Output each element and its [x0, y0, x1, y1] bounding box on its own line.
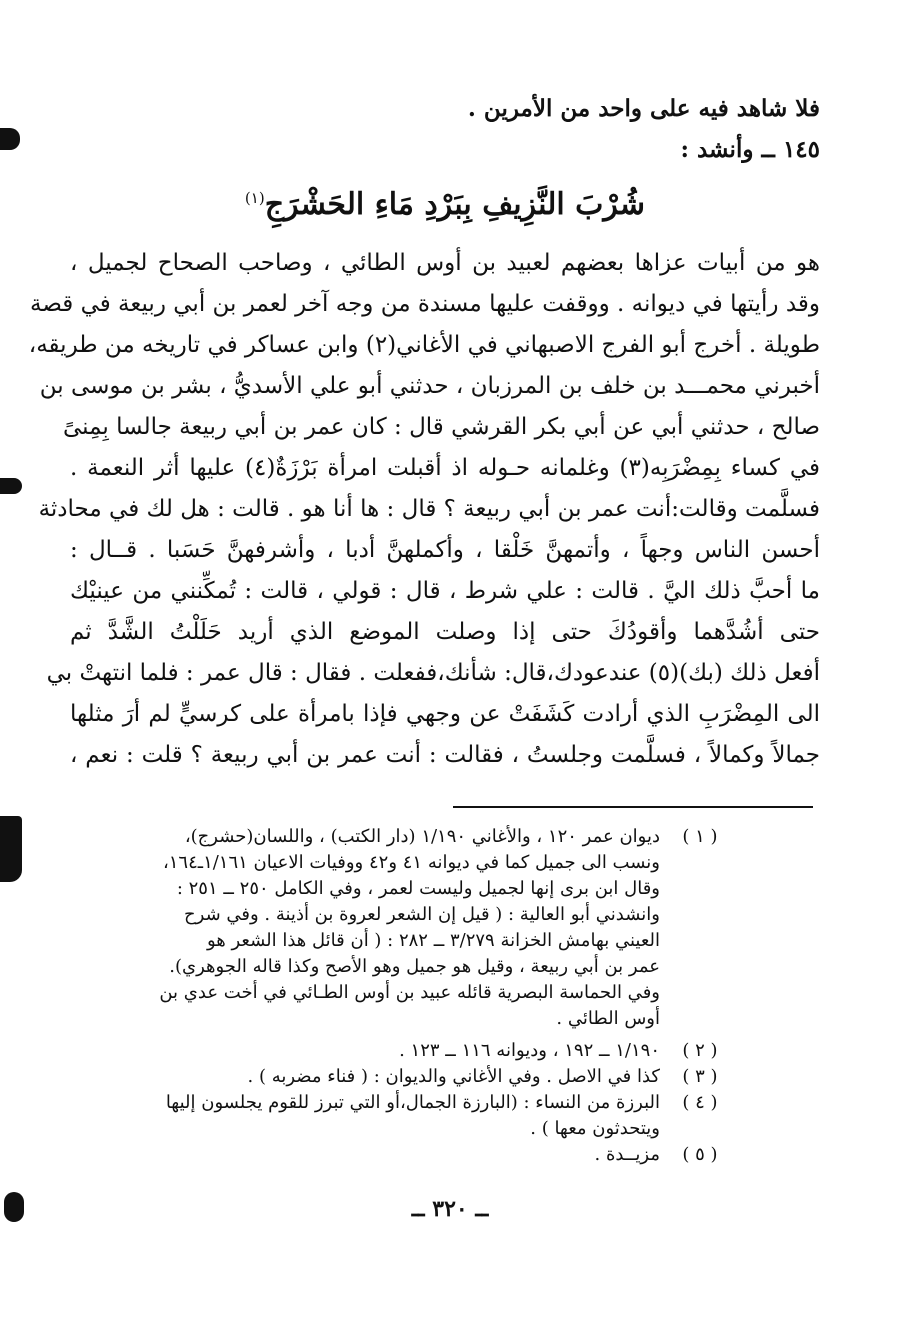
footnote-text	[70, 824, 660, 1032]
footnote-text	[70, 1038, 660, 1064]
footnote-3	[70, 1064, 740, 1090]
footnote-number: ( ١ )	[682, 826, 718, 847]
footnote-text	[70, 1064, 660, 1090]
body-paragraph	[28, 243, 820, 776]
footnote-line: أوس الطائي .	[556, 1008, 660, 1029]
body-line: أخبرني محمـــد بن خلف بن المرزبان ، حدثني أبو علي الأسديُّ ، بشر بن موسى بن	[39, 373, 820, 399]
footnote-number: ( ٢ )	[682, 1040, 718, 1061]
body-line: أفعل ذلك (بك)(٥) عندعودك،قال: شأنك،ففعلت . فقال : قال عمر : فلما انتهتْ بي	[46, 660, 820, 686]
footnote-line: ويتحدثون معها ) .	[530, 1118, 660, 1139]
footnote-number: ( ٥ )	[682, 1144, 718, 1165]
body-line: هو من أبيات عزاها بعضهم لعبيد بن أوس الطائي ، وصاحب الصحاح لجميل ،	[70, 250, 820, 276]
footnote-line: مزيــدة .	[594, 1144, 660, 1165]
body-line: فسلَّمت وقالت:أنت عمر بن أبي ربيعة ؟ قال : ها أنا هو . قالت : هل لك في محادثة	[38, 496, 820, 522]
footnote-line: عمر بن أبي ربيعة ، وقيل هو جميل وهو الأصح وكذا قاله الجوهري).	[169, 956, 660, 977]
body-line: ما أحبَّ ذلك اليَّ . قالت : علي شرط ، قال : قولي ، قالت : تُمكِّنني من عينيْك	[70, 578, 820, 604]
page-number: ــ ٣٢٠ ــ	[411, 1196, 489, 1222]
main-text	[28, 88, 820, 776]
intro-line: فلا شاهد فيه على واحد من الأمرين .	[467, 95, 820, 122]
scan-mark-middle	[0, 478, 22, 494]
footnote-divider	[453, 806, 813, 808]
footnote-line: كذا في الاصل . وفي الأغاني والديوان : ( فناء مضربه ) .	[247, 1066, 660, 1087]
body-line: طويلة . أخرج أبو الفرج الاصبهاني في الأغاني(٢) وابن عساكر في تاريخه من طريقه،	[28, 332, 820, 358]
body-line: صالح ، حدثني أبي عن أبي بكر القرشي قال : كان عمر بن أبي ربيعة جالسا بِمِنىً	[62, 414, 820, 440]
footnote-2	[70, 1038, 740, 1064]
footnote-5	[70, 1142, 740, 1168]
footnote-line: ١/١٩٠ ــ ١٩٢ ، وديوانه ١١٦ ــ ١٢٣ .	[399, 1040, 660, 1061]
footnote-1	[70, 824, 740, 1032]
footnotes	[70, 824, 740, 1168]
body-line: وقد رأيتها في ديوانه . ووقفت عليها مسندة من وجه آخر لعمر بن أبي ربيعة في قصة	[30, 291, 820, 317]
verse-text: شُرْبَ النَّزِيفِ بِبَرْدِ مَاءِ الحَشْرَجِ	[264, 187, 646, 222]
footnote-line: وقال ابن برى إنها لجميل وليست لعمر ، وفي الكامل ٢٥٠ ــ ٢٥١ :	[176, 878, 660, 899]
verse-line	[70, 170, 820, 233]
body-line: الى المِضْرَبِ الذي أرادت كَشَفَتْ عن وجهي فإذا بامرأة على كرسيٍّ لم أرَ مثلها	[70, 701, 820, 727]
footnote-number: ( ٣ )	[682, 1066, 718, 1087]
footnote-line: وانشدني أبو العالية : ( قيل إن الشعر لعروة بن أذينة . وفي شرح	[184, 904, 660, 925]
body-line: أحسن الناس وجهاً ، وأتمهنَّ خَلْقا ، وأكملهنَّ أدبا ، وأشرفهنَّ حَسَبا . قــال :	[70, 537, 820, 563]
scan-mark-lower	[0, 816, 22, 882]
body-line: في كساء بِمِضْرَبِه(٣) وغلمانه حـوله اذ أقبلت امرأة بَرْزَةٌ(٤) عليها أثر النعمة .	[70, 455, 820, 481]
footnote-4	[70, 1090, 740, 1142]
footnote-text	[70, 1142, 660, 1168]
body-line: حتى أشُدَّهما وأقودُكَ حتى إذا وصلت الموضع الذي أريد حَلَلْتُ الشَّدَّ ثم	[70, 619, 820, 645]
footnote-number: ( ٤ )	[682, 1092, 718, 1113]
footnote-line: البرزة من النساء : (البارزة الجمال،أو التي تبرز للقوم يجلسون إليها	[165, 1092, 660, 1113]
footnote-line: ديوان عمر ١٢٠ ، والأغاني ١/١٩٠ (دار الكتب) ، واللسان(حشرج)،	[184, 826, 660, 847]
section-heading: ١٤٥ ــ وأنشد :	[680, 136, 820, 163]
scan-mark-top	[0, 128, 20, 150]
footnote-line: ونسب الى جميل كما في ديوانه ٤١ و٤٢ ووفيات الاعيان ١/١٦١ـ١٦٤،	[162, 852, 660, 873]
footnote-line: وفي الحماسة البصرية قائله عبيد بن أوس الطـائي في أخت عدي بن	[159, 982, 660, 1003]
verse-footnote-ref: (١)	[244, 189, 265, 207]
body-line: جمالاً وكمالاً ، فسلَّمت وجلستُ ، فقالت : أنت عمر بن أبي ربيعة ؟ قلت : نعم ،	[70, 742, 820, 768]
footnote-text	[70, 1090, 660, 1142]
scan-mark-bottom	[4, 1192, 24, 1222]
footnote-line: العيني بهامش الخزانة ٣/٢٧٩ ــ ٢٨٢ : ( أن قائل هذا الشعر هو	[206, 930, 660, 951]
